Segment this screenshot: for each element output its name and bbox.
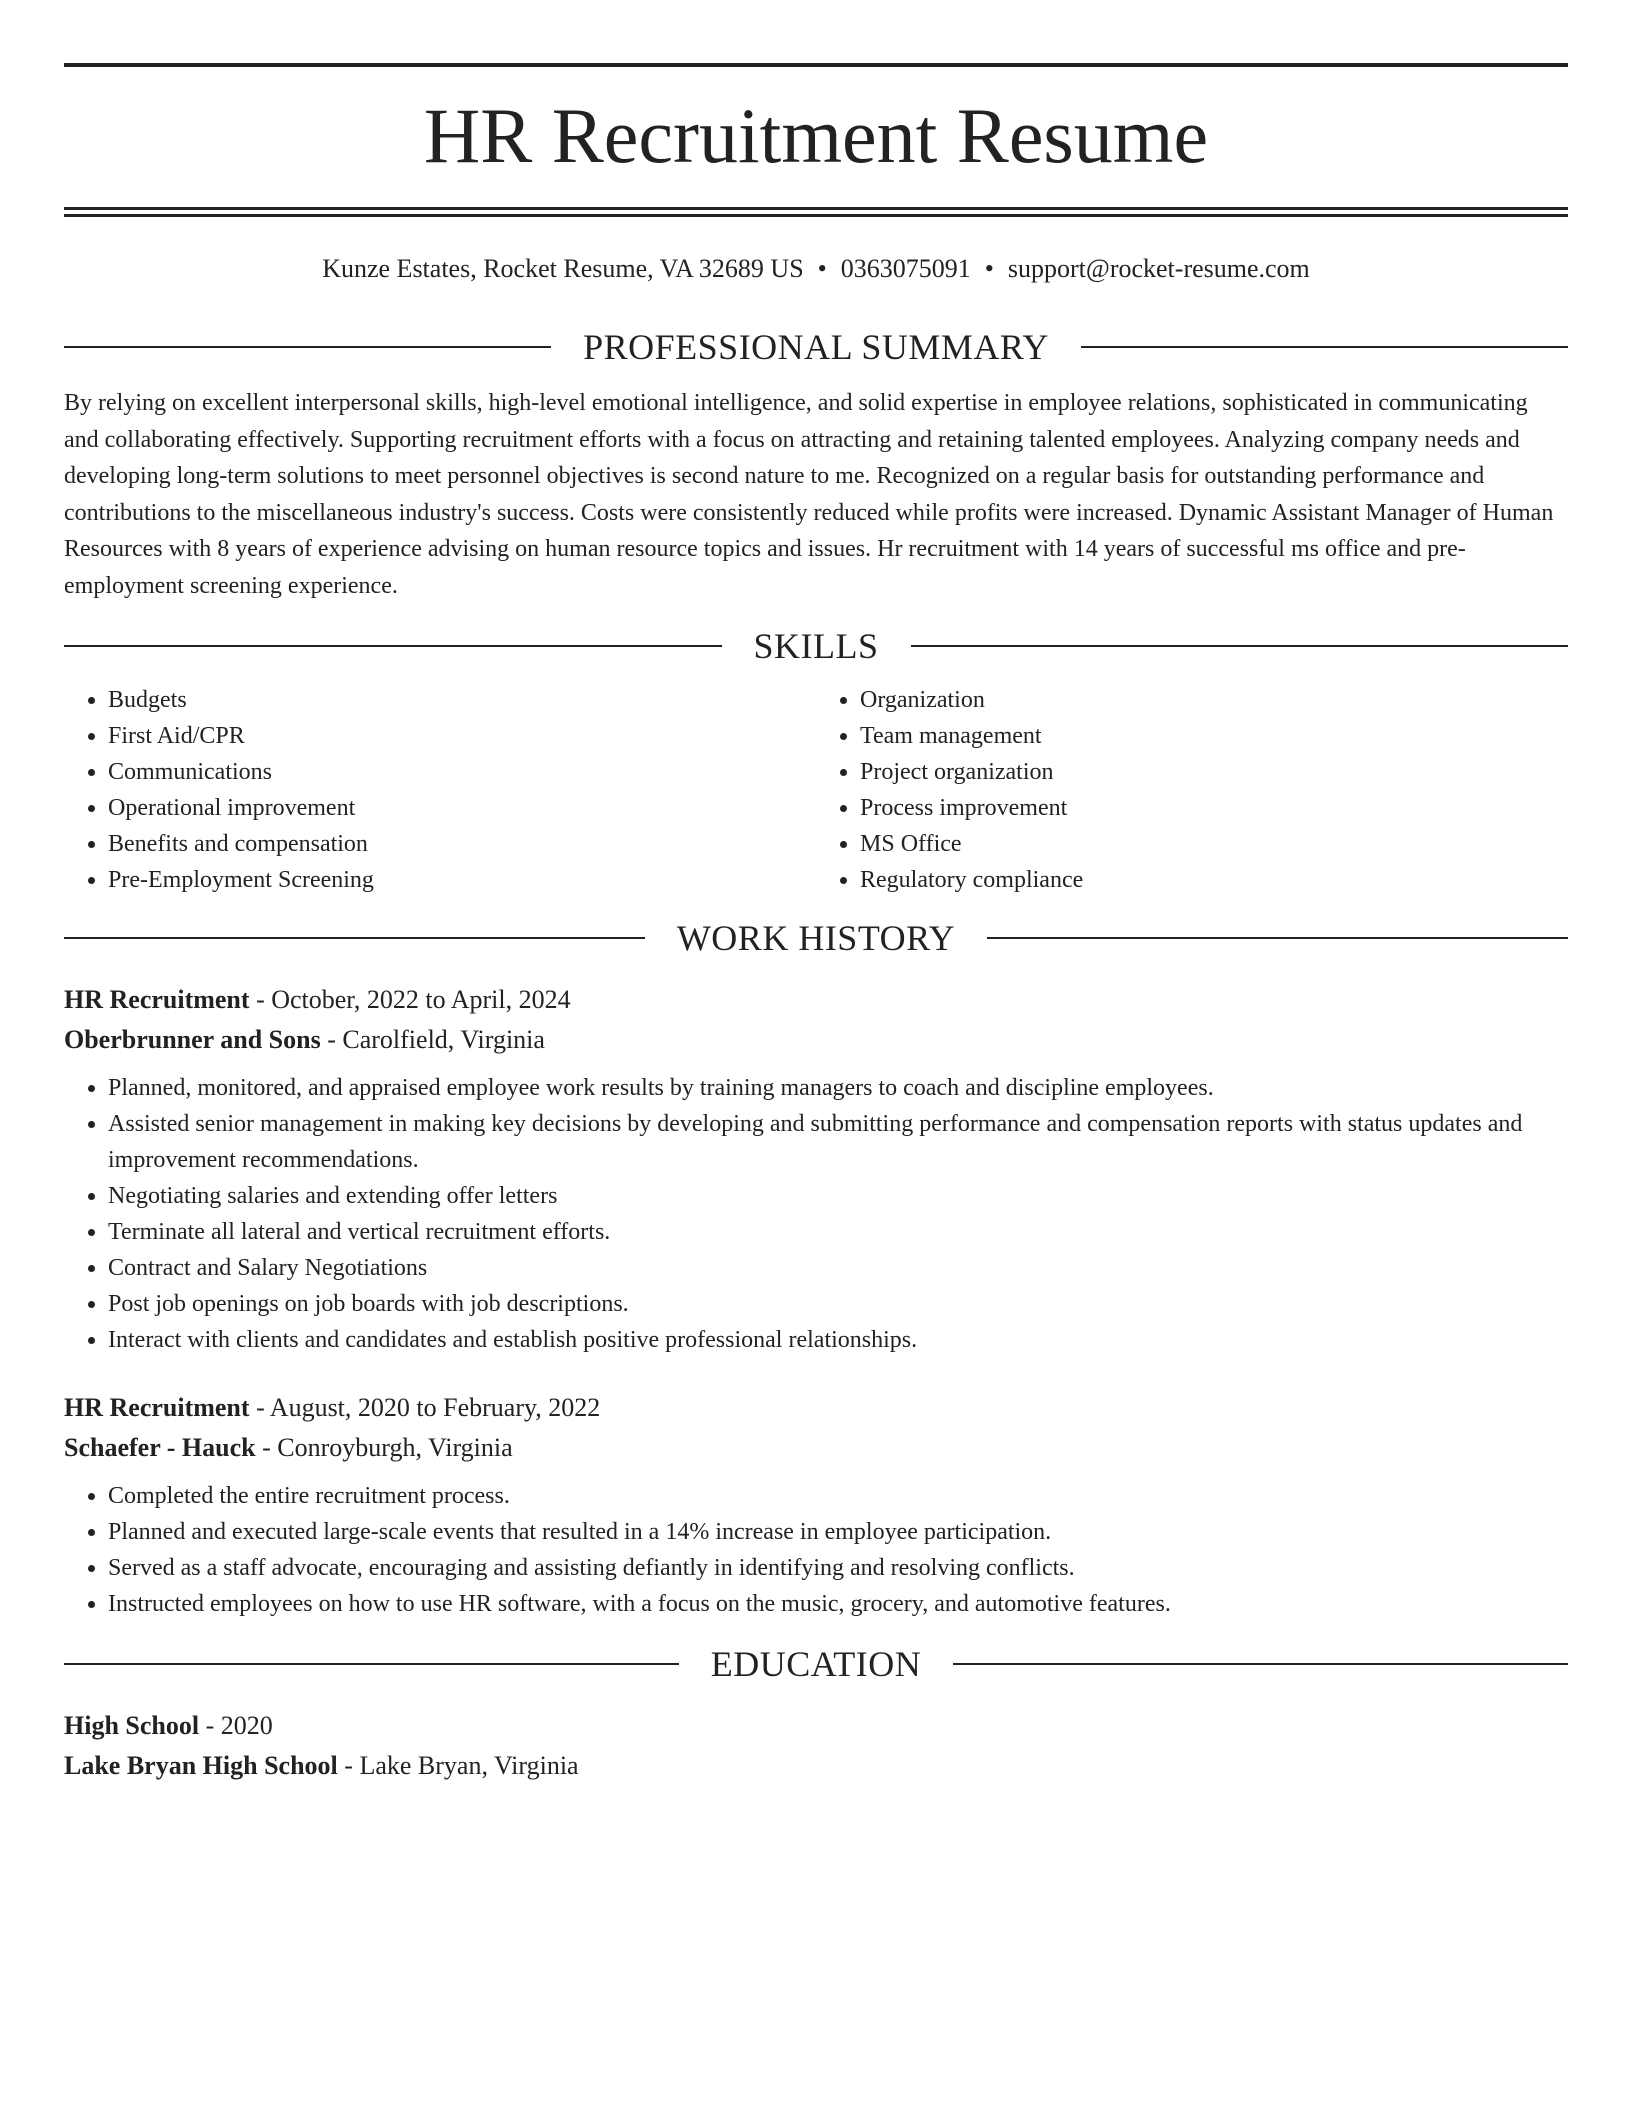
job-company: Oberbrunner and Sons bbox=[64, 1025, 321, 1054]
job-bullet: • Interact with clients and candidates and establish positive professional relationships. bbox=[108, 1322, 1568, 1358]
skills-column-left bbox=[64, 682, 816, 898]
contact-separator: • bbox=[984, 254, 994, 283]
summary-text: By relying on excellent interpersonal skills, high-level emotional intelligence, and solid expertise in employee relations, sophisticated in communicating and collaborating effectively. Supporting recruitment efforts with a focus on attracting and retaining talented employees. Analyzing company needs and developing long-term solutions to meet personnel objectives is second nature to me. Recognized on a regular basis for outstanding performance and contributions to the miscellaneous industry's success. Costs were consistently reduced while profits were increased. Dynamic Assistant Manager of Human Resources with 8 years of experience advising on human resource topics and issues. Hr recruitment with 14 years of successful ms office and pre-employment screening experience. bbox=[64, 390, 1554, 599]
education-year: - 2020 bbox=[199, 1711, 273, 1740]
education-heading: EDUCATION bbox=[710, 1644, 922, 1684]
job-bullets bbox=[64, 1478, 1568, 1622]
skill-item: • Communications bbox=[108, 754, 816, 790]
heading-rule-left bbox=[64, 937, 645, 939]
job-bullet: • Completed the entire recruitment process. bbox=[108, 1478, 1568, 1514]
skill-item: • MS Office bbox=[860, 826, 1568, 862]
work-section-heading bbox=[64, 918, 1568, 958]
contact-line bbox=[64, 253, 1568, 285]
job-bullet: • Planned and executed large-scale events that resulted in a 14% increase in employee participation. bbox=[108, 1514, 1568, 1550]
job-bullets bbox=[64, 1070, 1568, 1358]
heading-rule-right bbox=[987, 937, 1568, 939]
resume-title: HR Recruitment Resume bbox=[423, 92, 1209, 179]
job-bullet: • Post job openings on job boards with job descriptions. bbox=[108, 1286, 1568, 1322]
job-location: - Carolfield, Virginia bbox=[320, 1025, 545, 1054]
job-title: HR Recruitment bbox=[64, 985, 250, 1014]
job-entry bbox=[64, 980, 1568, 1358]
top-rule bbox=[64, 63, 1568, 67]
skills-heading: SKILLS bbox=[753, 626, 879, 666]
job-bullet: • Terminate all lateral and vertical recruitment efforts. bbox=[108, 1214, 1568, 1250]
skill-item: • Process improvement bbox=[860, 790, 1568, 826]
heading-rule-right bbox=[1081, 346, 1568, 348]
education-degree: High School bbox=[64, 1711, 200, 1740]
education-degree-line bbox=[64, 1706, 1568, 1746]
education-location: - Lake Bryan, Virginia bbox=[337, 1751, 579, 1780]
heading-rule-right bbox=[911, 645, 1569, 647]
contact-phone: 0363075091 bbox=[840, 254, 971, 283]
job-bullet: • Served as a staff advocate, encouraging and assisting defiantly in identifying and resolving conflicts. bbox=[108, 1550, 1568, 1586]
work-heading: WORK HISTORY bbox=[676, 918, 956, 958]
education-entry bbox=[64, 1706, 1568, 1786]
job-title-line bbox=[64, 1388, 1568, 1428]
skills-list bbox=[64, 682, 1568, 898]
job-entry bbox=[64, 1388, 1568, 1622]
job-company-line bbox=[64, 1428, 1568, 1468]
job-bullet: • Contract and Salary Negotiations bbox=[108, 1250, 1568, 1286]
skill-item: • Budgets bbox=[108, 682, 816, 718]
heading-rule-right bbox=[953, 1663, 1568, 1665]
job-location: - Conroyburgh, Virginia bbox=[255, 1433, 513, 1462]
job-company-line bbox=[64, 1020, 1568, 1060]
skill-item: • Operational improvement bbox=[108, 790, 816, 826]
summary-section-heading bbox=[64, 327, 1568, 367]
skills-section-heading bbox=[64, 626, 1568, 666]
skill-item: • Project organization bbox=[860, 754, 1568, 790]
job-bullet: • Assisted senior management in making key decisions by developing and submitting performance and compensation reports with status updates and improvement recommendations. bbox=[108, 1106, 1568, 1178]
education-school: Lake Bryan High School bbox=[64, 1751, 338, 1780]
job-bullet: • Planned, monitored, and appraised employee work results by training managers to coach and discipline employees. bbox=[108, 1070, 1568, 1106]
skill-item: • Benefits and compensation bbox=[108, 826, 816, 862]
skills-column-right bbox=[816, 682, 1568, 898]
contact-separator: • bbox=[817, 254, 827, 283]
skill-item: • Regulatory compliance bbox=[860, 862, 1568, 898]
skill-item: • First Aid/CPR bbox=[108, 718, 816, 754]
education-section-heading bbox=[64, 1644, 1568, 1684]
contact-email: support@rocket-resume.com bbox=[1007, 254, 1310, 283]
education-school-line bbox=[64, 1746, 1568, 1786]
job-dates: - October, 2022 to April, 2024 bbox=[249, 985, 571, 1014]
job-bullet: • Instructed employees on how to use HR software, with a focus on the music, grocery, and automotive features. bbox=[108, 1586, 1568, 1622]
contact-address: Kunze Estates, Rocket Resume, VA 32689 US bbox=[322, 254, 804, 283]
job-title: HR Recruitment bbox=[64, 1393, 250, 1422]
double-rule bbox=[64, 207, 1568, 217]
skill-item: • Team management bbox=[860, 718, 1568, 754]
job-company: Schaefer - Hauck bbox=[64, 1433, 256, 1462]
heading-rule-left bbox=[64, 1663, 679, 1665]
summary-heading: PROFESSIONAL SUMMARY bbox=[583, 327, 1049, 367]
skill-item: • Organization bbox=[860, 682, 1568, 718]
job-dates: - August, 2020 to February, 2022 bbox=[249, 1393, 601, 1422]
heading-rule-left bbox=[64, 645, 722, 647]
skill-item: • Pre-Employment Screening bbox=[108, 862, 816, 898]
job-title-line bbox=[64, 980, 1568, 1020]
job-bullet: • Negotiating salaries and extending offer letters bbox=[108, 1178, 1568, 1214]
heading-rule-left bbox=[64, 346, 551, 348]
